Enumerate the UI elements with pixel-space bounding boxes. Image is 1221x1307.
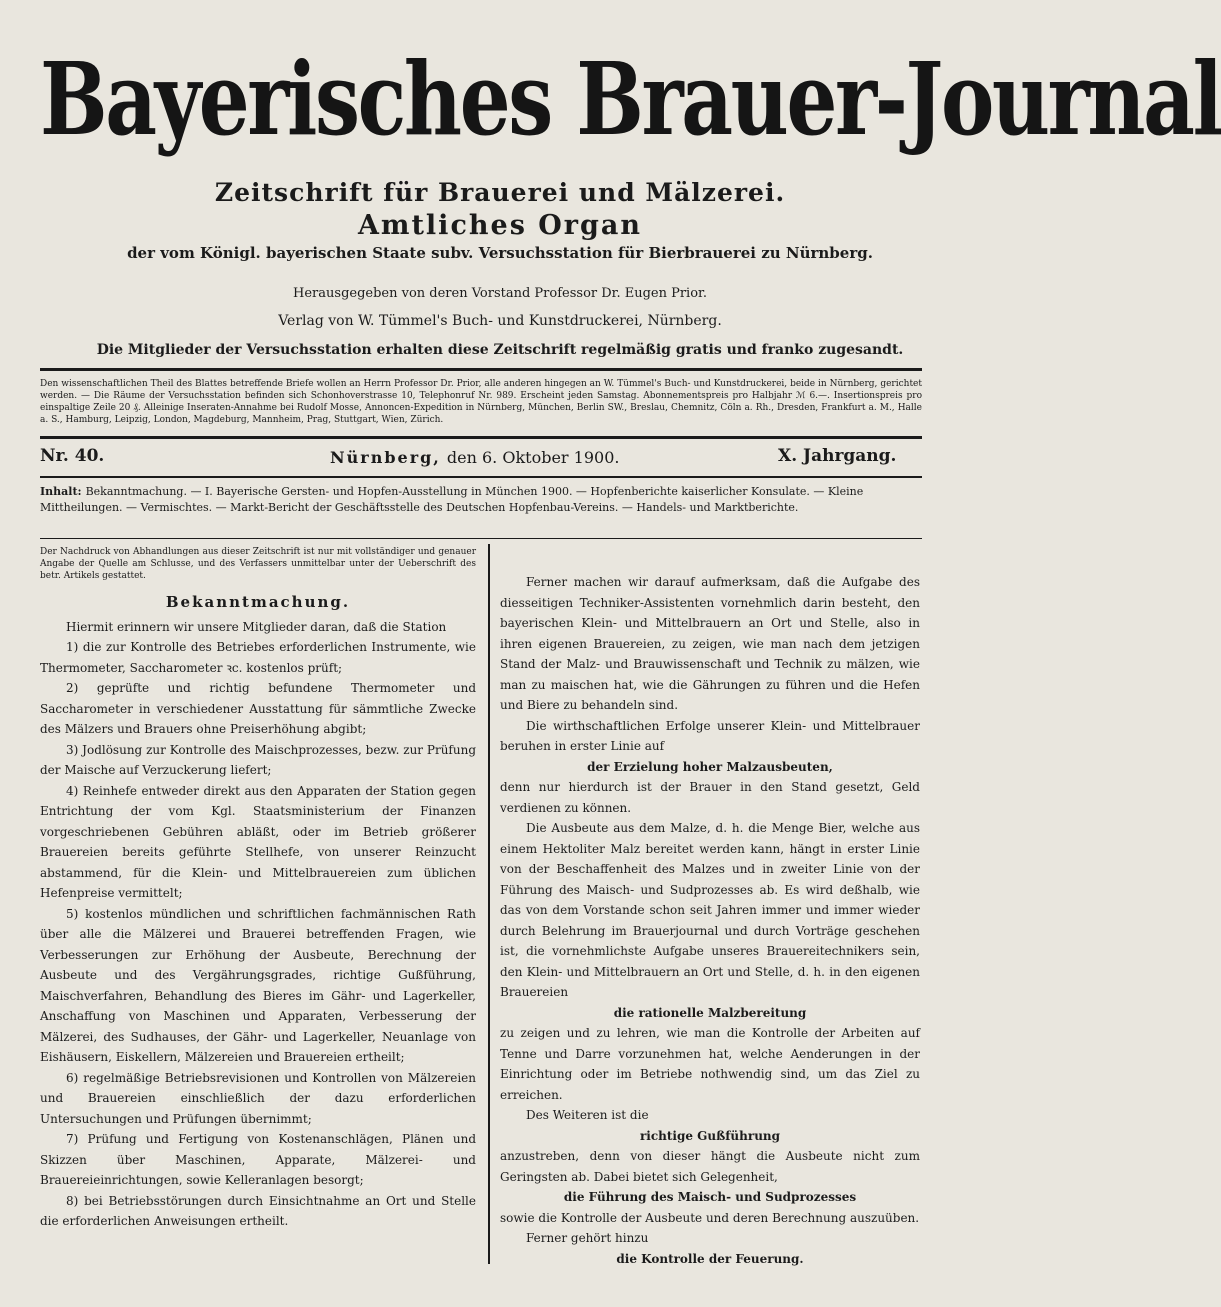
rule-before-columns	[40, 538, 922, 539]
rule-contents	[40, 476, 922, 478]
left-column	[40, 546, 476, 1232]
journal-subtitle: Zeitschrift für Brauerei und Mälzerei.	[214, 178, 786, 207]
paragraph: Des Weiteren ist die	[526, 1108, 649, 1122]
editor-line: Herausgegeben von deren Vorstand Professor Dr. Eugen Prior.	[293, 286, 707, 301]
table-of-contents	[40, 484, 920, 516]
publisher-line: Verlag von W. Tümmel's Buch- und Kunstdruckerei, Nürnberg.	[278, 313, 722, 329]
list-item: 7) Prüfung und Fertigung von Kostenanschlägen, Plänen und Skizzen über Maschinen, Apparate, Mälzerei- und Brauereieinrichtungen, sowie Kelleranlagen besorgt;	[40, 1132, 476, 1187]
emphasis-line: die rationelle Malzbereitung	[613, 1005, 807, 1020]
organ-of: der vom Königl. bayerischen Staate subv. Versuchsstation für Bierbrauerei zu Nürnberg.	[127, 244, 873, 262]
rule-mid-thick	[40, 436, 922, 439]
paragraph: denn nur hierdurch ist der Brauer in den Stand gesetzt, Geld verdienen zu können.	[500, 780, 920, 815]
emphasis-line: richtige Gußführung	[639, 1128, 781, 1143]
announcement-heading: Bekanntmachung.	[165, 593, 351, 611]
paragraph: zu zeigen und zu lehren, wie man die Kontrolle der Arbeiten auf Tenne und Darre vorzunehmen hat, welche Aenderungen in der Einrichtung oder im Betriebe nothwendig sind, um das Ziel zu erreichen.	[500, 1026, 920, 1102]
contents-text: Bekanntmachung. — I. Bayerische Gersten- und Hopfen-Ausstellung in München 1900. — Hopfenberichte kaiserlicher Konsulate. — Kleine Mittheilungen. — Vermischtes. — Markt-Bericht der Geschäftsstelle des Deutschen Hopfenbau-Vereins. — Handels- und Marktberichte.	[40, 485, 864, 514]
list-item: 2) geprüfte und richtig befundene Thermometer und Saccharometer in verschiedener Ausstattung für sämmtliche Zwecke des Mälzers und Brauers ohne Preiserhöhung abgibt;	[40, 681, 476, 736]
list-item: 6) regelmäßige Betriebsrevisionen und Kontrollen von Mälzereien und Brauereien einschließlich der dazu erforderlichen Untersuchungen und Prüfungen übernimmt;	[40, 1070, 476, 1126]
list-item: 4) Reinhefe entweder direkt aus den Apparaten der Station gegen Entrichtung der vom Kgl. Staatsministerium der Finanzen vorgeschriebenen Gebühren abläßt, oder im Betrieb größerer Brauereien bereits geführte Stellhefe, von unserer Reinzucht abstammend, für die Klein- und Mittelbrauereien zum üblichen Hefenpreise vermittelt;	[40, 783, 476, 900]
list-item: 1) die zur Kontrolle des Betriebes erforderlichen Instrumente, wie Thermometer, Saccharometer ꝛc. kostenlos prüft;	[40, 640, 476, 675]
emphasis-line: die Kontrolle der Feuerung.	[616, 1251, 804, 1266]
contents-label: Inhalt:	[40, 485, 82, 498]
right-column	[500, 572, 920, 1269]
emphasis-line: der Erzielung hoher Malzausbeuten,	[587, 759, 833, 774]
paragraph: Ferner gehört hinzu	[526, 1231, 649, 1245]
list-item: 5) kostenlos mündlichen und schriftlichen fachmännischen Rath über alle die Mälzerei und Brauerei betreffenden Fragen, wie Verbesserungen zur Erhöhung der Ausbeute, Berechnung der Ausbeute und des Vergährungsgrades, richtige Gußführung, Maischverfahren, Behandlung des Bieres im Gähr- und Lagerkeller, Anschaffung von Maschinen und Apparaten, Verbesserung der Mälzerei, des Sudhauses, der Gähr- und Lagerkeller, Neuanlage von Eishäusern, Eiskellern, Mälzereien und Brauereien ertheilt;	[40, 906, 476, 1064]
official-organ: Amtliches Organ	[357, 210, 643, 241]
issue-volume: X. Jahrgang.	[778, 446, 897, 466]
journal-title: Bayerisches Brauer-Journal	[40, 40, 1221, 158]
issue-number: Nr. 40.	[40, 446, 105, 466]
list-item: Hiermit erinnern wir unsere Mitglieder daran, daß die Station	[66, 619, 447, 634]
members-note: Die Mitglieder der Versuchsstation erhalten diese Zeitschrift regelmäßig gratis und franko zugesandt.	[96, 342, 904, 358]
emphasis-line: die Führung des Maisch- und Sudprozesses	[563, 1190, 857, 1204]
issue-date: den 6. Oktober 1900.	[446, 448, 620, 467]
paragraph: Die wirthschaftlichen Erfolge unserer Klein- und Mittelbrauer beruhen in erster Linie auf	[500, 718, 920, 753]
paragraph: Die Ausbeute aus dem Malze, d. h. die Menge Bier, welche aus einem Hektoliter Malz bereitet werden kann, hängt in erster Linie von der Beschaffenheit des Malzes und in zweiter Linie von der Führung des Maisch- und Sudprozesses ab. Es wird deßhalb, wie das von dem Vorstande schon seit Jahren immer und immer wieder durch Belehrung im Brauerjournal und durch Vorträge geschehen ist, die vornehmlichste Aufgabe unseres Brauereitechnikers sein, den Klein- und Mittelbrauern an Ort und Stelle, d. h. in den eigenen Brauereien	[500, 821, 920, 999]
rule-top-thick	[40, 368, 922, 371]
paragraph: anzustreben, denn von dieser hängt die Ausbeute nicht zum Geringsten ab. Dabei bietet sich Gelegenheit,	[500, 1149, 920, 1184]
column-divider	[488, 544, 490, 1264]
list-item: 8) bei Betriebsstörungen durch Einsichtnahme an Ort und Stelle die erforderlichen Anweisungen ertheilt.	[40, 1193, 476, 1228]
reprint-note: Der Nachdruck von Abhandlungen aus dieser Zeitschrift ist nur mit vollständiger und genauer Angabe der Quelle am Schlusse, und des Verfassers unmittelbar unter der Ueberschrift des betr. Artikels gestattet.	[40, 547, 476, 581]
issue-dateline	[330, 448, 619, 467]
list-item: 3) Jodlösung zur Kontrolle des Maischprozesses, bezw. zur Prüfung der Maische auf Verzuckerung liefert;	[40, 742, 476, 777]
paragraph: Ferner machen wir darauf aufmerksam, daß die Aufgabe des diesseitigen Techniker-Assistenten vornehmlich darin besteht, den bayerischen Klein- und Mittelbrauern an Ort und Stelle, also in ihren eigenen Brauereien, zu zeigen, wie man nach dem jetzigen Stand der Malz- und Brauwissenschaft und Technik zu mälzen, wie man zu maischen hat, wie die Gährungen zu führen und die Hefen und Biere zu behandeln sind.	[500, 575, 920, 712]
fineprint: Den wissenschaftlichen Theil des Blattes betreffende Briefe wollen an Herrn Professor Dr. Prior, alle anderen hingegen an W. Tümmel's Buch- und Kunstdruckerei, beide in Nürnberg, gerichtet werden. — Die Räume der Versuchsstation befinden sich Schonhoverstrasse 10, Telephonruf Nr. 989. Erscheint jeden Samstag. Abonnementspreis pro Halbjahr ℳ 6.—. Insertionspreis pro einspaltige Zeile 20 ₰. Alleinige Inseraten-Annahme bei Rudolf Mosse, Annoncen-Expedition in Nürnberg, München, Berlin SW., Breslau, Chemnitz, Cöln a. Rh., Dresden, Frankfurt a. M., Halle a. S., Hamburg, Leipzig, London, Magdeburg, Mannheim, Prag, Stuttgart, Wien, Zürich.	[40, 379, 922, 425]
paragraph: sowie die Kontrolle der Ausbeute und deren Berechnung auszuüben.	[500, 1210, 920, 1225]
issue-city: Nürnberg,	[330, 448, 441, 467]
